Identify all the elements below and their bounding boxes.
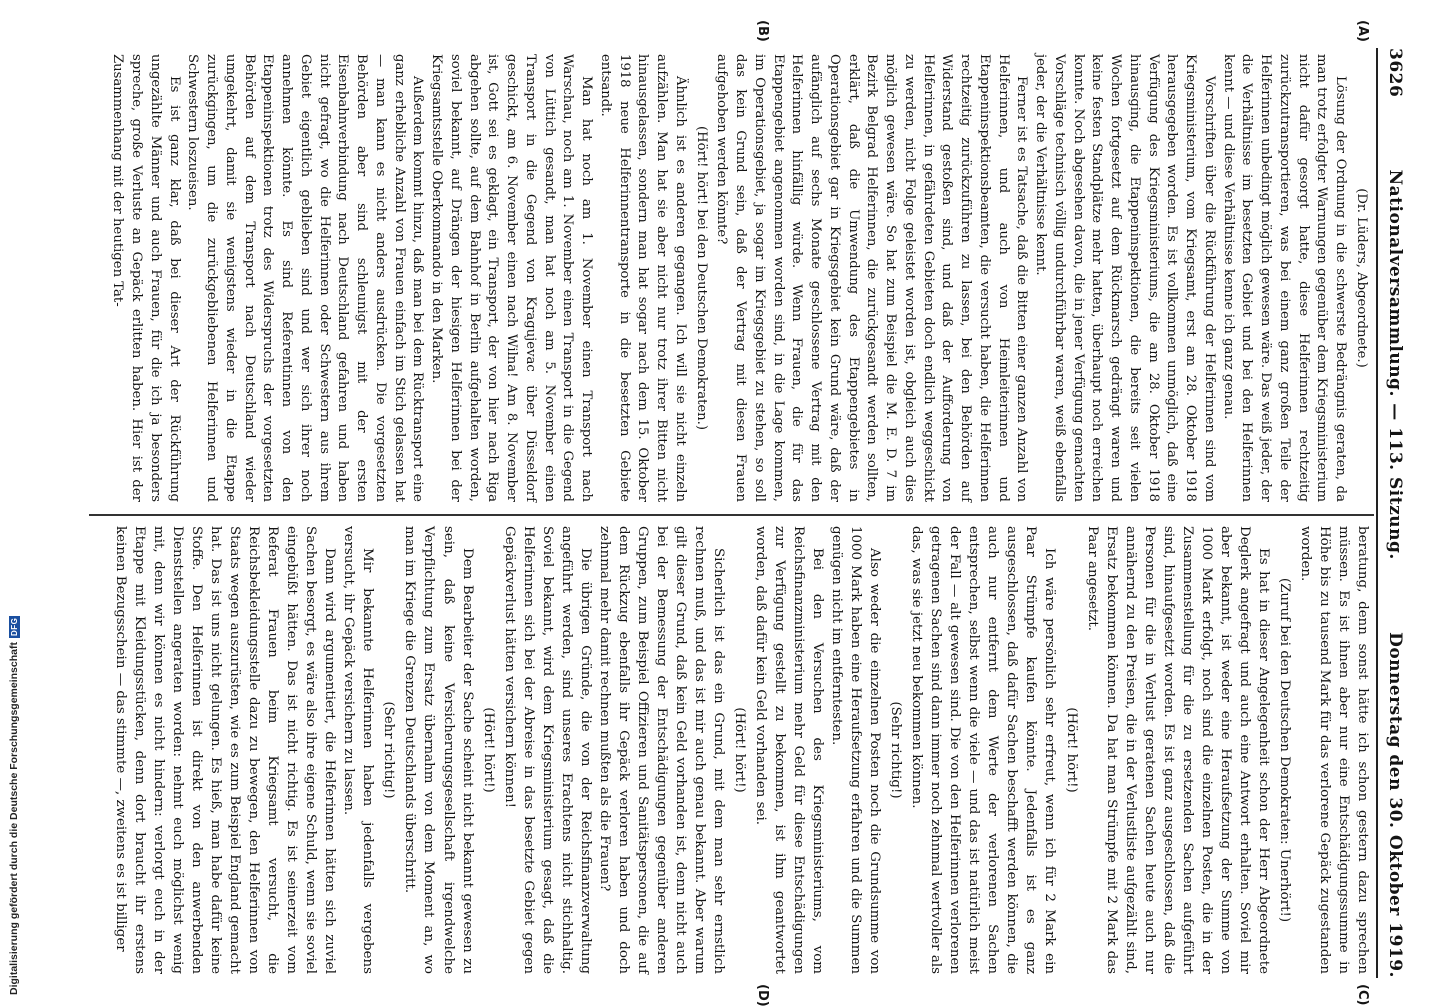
paragraph: Sicherlich ist das ein Grund, mit dem man sehr ernstlich rechnen muß, und das ist mir auch genau bekannt. Aber warum gilt dieser Grund, daß kein Geld vorhanden ist, denn nicht auch bei der Bemessung der Entschädigungen gegenüber anderen Gruppen, zum Beispiel Offizieren und Sanitätspersonen, die auf dem Rückzug ebenfalls ihr Gepäck verloren haben und doch zehnmal mehr damit rechnen mußten als die Frauen?	[596, 526, 726, 974]
header-date: Donnerstag den 30. Oktober 1919.	[1385, 632, 1405, 978]
interjection: (Sehr richtig!)	[381, 701, 397, 799]
interjection: (Hört! hört!)	[732, 707, 747, 793]
paragraph: Also weder die einzelnen Posten noch die Grundsumme von 1000 Mark haben eine Heraufsetzung erfahren und die Summen genügen nicht im entferntesten.	[829, 526, 883, 974]
paragraph: Ähnlich ist es anderen gegangen. Ich will sie nicht einzeln aufzählen. Man hat sie aber nicht nur trotz ihrer Bitten nicht hinausgelassen, sondern man hat sogar nach dem 15. Oktober 1918 neue Helferinnentransporte in die besetzten Gebiete entsandt.	[598, 54, 688, 502]
paragraph: Es ist ganz klar, daß bei dieser Art der Rückführung ungezählte Männer und auch Frauen, für die ich ja besonders spreche, große Verluste an Gepäck erlitten haben. Hier ist der Zusammenhang mit der heutigen Tat-	[110, 54, 182, 502]
header-title: Nationalversammlung. — 113. Sitzung.	[1385, 169, 1405, 560]
paragraph: Lösung der Ordnung in die schwerste Bedrängnis geraten, da man trotz erfolgter Warnungen gegenüber dem Kriegsministerium nicht dafür gesorgt hatte, diese Helferinnen rechtzeitig zurückzutransportieren, was bei einem ganz großen Teile der Helferinnen unbedingt möglich gewesen wäre. Das weiß jeder, der die Verhältnisse im besetzten Gebiet und bei den Helferinnen kennt — und diese Verhältnisse kenne ich ganz genau.	[1220, 54, 1349, 502]
paragraph: Dann wird argumentiert, die Helferinnen hätten sich zuviel Sachen besorgt, es wäre also ihre eigene Schuld, wenn sie soviel eingebüßt hätten. Das ist nicht richtig. Es ist seinerzeit vom Referat Frauen beim Kriegsamt versucht, die Reichsbekleidungsstelle dazu zu bewegen, den Helferinnen von Staats wegen auszurüsten, wie es zum Beispiel England gemacht hat. Das ist uns nicht gelungen. Es hieß, man habe dafür keine Stoffe. Den Helferinnen ist direkt von den anwerbenden Dienststellen angeraten worden: nehmt euch möglichst wenig mit, denn wir können es nicht hindern: verlorgt euch in der Etappe mit Kleidungsstücken, denn dort braucht ihr erstens keinen Bezugsschein — das stimmte —, zweitens es ist billiger	[113, 526, 338, 974]
column-divider	[89, 514, 1374, 516]
interjection: (Hört! hört! bei den Deutschen Demokraten.)	[693, 125, 709, 430]
paragraph: Mir bekannte Helferinnen haben jedenfalls vergebens versucht, ihr Gepäck versichern zu lassen.	[341, 526, 376, 974]
margin-letter-d: (D)	[755, 984, 770, 1007]
page-header	[1380, 48, 1410, 978]
paragraph: Außerdem kommt hinzu, daß man bei dem Rücktransport eine ganz erhebliche Anzahl von Frauen einfach im Stich gelassen hat — man kann es nicht anders ausdrücken. Die vorgesetzten Behörden aber sind schleunigst mit der ersten Eisenbahnverbindung nach Deutschland gefahren und haben nicht gefragt, wo die Helferinnen oder Schwestern aus ihrem Gebiet eigentlich geblieben sind und wer sich ihrer noch annehmen könnte. Es sind Referentinnen von den Etappeninspektionen trotz des Widerspruchs der vorgesetzten Behörden auf dem Transport nach Deutschland wieder umgekehrt, damit sie wenigstens wieder in die Etappe zurückgingen, um die zurückgebliebenen Helferinnen und Schwestern loszueisen.	[185, 54, 426, 502]
paragraph: Ich wäre persönlich sehr erfreut, wenn ich für 2 Mark ein Paar Strümpfe kaufen könnte. Jedenfalls ist es ganz ausgeschlossen, daß dafür Sachen beschafft werden können, die auch nur entfernt dem Werte der verlorenen Sachen entsprechen, selbst wenn die viele — und das ist natürlich meist der Fall — alt gewesen sind. Die von den Helferinnen verlorenen getragenen Sachen sind dann immer noch zehnmal wertvoller als das, was sie jetzt neu bekommen können.	[909, 526, 1058, 974]
paragraph: Bei den Versuchen des Kriegsministeriums, vom Reichsfinanzministerium mehr Geld für diese Entschädigungen zur Verfügung gestellt zu bekommen, ist ihm geantwortet worden, daß dafür kein Geld vorhanden sei.	[753, 526, 826, 974]
margin-letter-c: (C)	[1355, 984, 1370, 1006]
interjection: (Sehr richtig!)	[888, 701, 904, 799]
paragraph: Es hat in dieser Angelegenheit schon der Herr Abgeordnete Deglerk angefragt und auch eine Antwort erhalten. Soviel mir aber bekannt, ist weder eine Heraufsetzung der Summe von 1000 Mark erfolgt, noch sind die einzelnen Posten, die in der Zusammenstellung für die zu ersetzenden Sachen aufgeführt sind, hinaufgesetzt worden. Es ist ganz ausgeschlossen, daß die Personen für die in Verlust geratenen Sachen heute auch nur annähernd zu den Preisen, die in der Verlustliste aufgezählt sind, Ersatz bekommen können. Da hat man Strümpfe mit 2 Mark das Paar angesetzt.	[1084, 526, 1271, 974]
dfg-logo: DFG	[9, 617, 19, 637]
paragraph: Vorschriften über die Rückführung der Helferinnen sind vom Kriegsministerium, vom Kriegsamt, erst am 28. Oktober 1918 herausgegeben worden. Es ist vollkommen unmöglich, daß eine Verfügung des Kriegsministeriums, die am 28. Oktober 1918 hinausging, die Etappeninspektionen, die bereits seit vielen Wochen fortgesetzt auf dem Rückmarsch gedrängt waren und keine festen Standplätze mehr hatten, überhaupt noch erreichen konnte. Noch abgesehen davon, die in jener Verfügung gemachten Vorschläge technisch völlig undurchführbar waren, weiß ebenfalls jeder, der die Verhältnisse kennt.	[1033, 54, 1217, 502]
paragraph: Die übrigen Gründe, die von der Reichsfinanzverwaltung angeführt werden, sind unseres Erachtens nicht stichhaltig. Soviel bekannt, wird dem Kriegsministerium gesagt, daß die Helferinnen sich bei der Abreise in das besetzte Gebiet gegen Gepäckverlust hätten versichern können!	[501, 526, 593, 974]
margin-letter-a: (A)	[1355, 20, 1370, 42]
interjection: (Hört! hört!)	[480, 707, 496, 793]
digitization-credit	[8, 616, 20, 995]
speaker-label: (Dr. Lüders, Abgeordnete.)	[1354, 188, 1369, 368]
page-number: 3626	[1385, 48, 1405, 98]
left-column	[108, 54, 1372, 502]
paragraph: Dem Bearbeiter der Sache scheint nicht bekannt gewesen zu sein, daß keine Versicherungsgesellschaft irgendwelche Verpflichtung zum Ersatz übernahm von dem Moment an, wo man im Kriege die Grenzen Deutschlands überschritt.	[402, 526, 475, 974]
header-rule	[1376, 48, 1378, 978]
paragraph: Man hat noch am 1. November einen Transport nach Warschau, noch am 1. November einen Transport in die Gegend von Lüttich gesandt, man hat noch am 5. November einen Transport in die Gegend von Kragujevac über Düsseldorf geschickt, am 6. November einen nach Wilna! Am 8. November ist, Gott sei es geklagt, ein Transport, der von hier nach Riga abgehen sollte, auf dem Bahnhof in Berlin aufgehalten worden, soviel bekannt, auf Drängen der hiesigen Helferinnen bei der Kriegsamtsstelle Oberkommando in den Marken.	[429, 54, 595, 502]
credit-text: Digitalisierung gefördert durch die Deutsche Forschungsgemeinschaft	[8, 642, 20, 995]
paragraph: beratung, denn sonst hätte ich schon gestern dazu sprechen müssen. Es ist ihnen aber nur eine Entschädigungssumme in Höhe bis zu tausend Mark für das verlorene Gepäck zugestanden worden.	[1297, 526, 1370, 974]
margin-letter-b: (B)	[755, 20, 770, 42]
interjection: (Zuruf bei den Deutschen Demokraten: Unerhört!)	[1276, 577, 1292, 923]
right-column	[111, 526, 1372, 974]
interjection: (Hört! hört!)	[1063, 707, 1079, 793]
paragraph: Ferner ist es Tatsache, daß die Bitten einer ganzen Anzahl von Helferinnen, und auch von Heimleiterinnen und Etappeninspektionsbeamten, die versucht haben, die Helferinnen rechtzeitig zurückzuführen zu lassen, bei den Behörden auf Widerstand gestoßen sind, und daß der Aufforderung von Helferinnen, in gefährdeten Gebieten doch endlich weggeschickt zu werden, nicht Folge geleistet worden ist, obgleich auch dies möglich gewesen wäre. So hat zum Beispiel die M. E. D. 7 im Bezirk Belgrad Helferinnen, die zurückgesandt werden sollten, erklärt, daß die Umwendung des Etappengebietes in Operationsgebiet gar in Kriegsgebiet kein Grund wäre, daß der aufänglich auf sechs Monate geschlossene Vertrag mit den Helferinnen hinfällig würde. Wenn Frauen, die für das Etappengebiet angenommen worden sind, in die Lage kommen, im Operationsgebiet, ja sogar im Kriegsgebiet zu stehen, so soll das kein Grund sein, daß der Vertrag mit diesen Frauen aufgehoben werden könnte?	[714, 54, 1030, 502]
rotated-page	[85, 20, 1410, 1007]
